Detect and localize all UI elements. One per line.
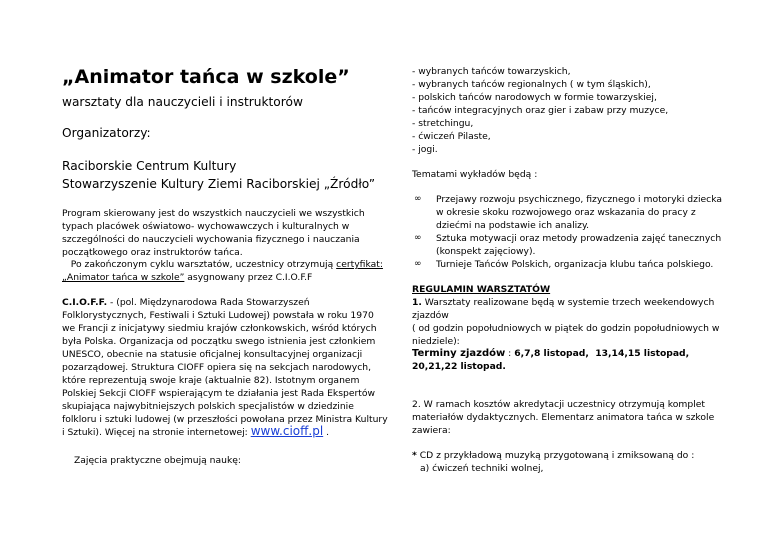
- cioff-text: i Sztuki). Więcej na stronie internetowej:: [62, 427, 251, 438]
- cioff-first-line: [62, 297, 310, 308]
- terms-dates-2: 20,21,22 listopad.: [412, 361, 506, 372]
- program-line: początkowego oraz instruktorów tańca.: [62, 247, 243, 258]
- cioff-line: Polskiej Sekcji CIOFF wspierającym te działania jest Rada Ekspertów: [62, 388, 375, 399]
- lecture-line: Sztuka motywacji oraz metody prowadzenia zajęć tanecznych: [436, 233, 722, 244]
- lecture-line: Przejawy rozwoju psychicznego, fizycznego i motoryki dziecka: [436, 194, 723, 205]
- cioff-line: Folklorystycznych, Festiwali i Sztuki Ludowej) powstała w roku 1970: [62, 310, 374, 321]
- cioff-line: we Francji z inicjatywy siedmiu krajów członkowskich, wśród których: [62, 323, 377, 334]
- cd-item: a) ćwiczeń techniki wolnej,: [420, 463, 544, 474]
- lecture-line: w okresie skoku rozwojowego oraz wskazania do pracy z: [436, 207, 696, 218]
- practical-label: Zajęcia praktyczne obejmują naukę:: [74, 455, 242, 466]
- cioff-label: C.I.O.F.F.: [62, 297, 108, 308]
- dance-item: - ćwiczeń Pilaste,: [412, 131, 491, 142]
- program-line: typach placówek oświatowo- wychowawczych i kulturalnych w: [62, 221, 350, 232]
- regulation-1-line: zjazdów: [412, 310, 449, 321]
- lecture-line: dziećmi na podstawie ich analizy.: [436, 220, 590, 231]
- certificate-line-2: [62, 272, 312, 283]
- lectures-label: Tematami wykładów będą :: [412, 169, 538, 180]
- organizer-1: Raciborskie Centrum Kultury: [62, 159, 237, 173]
- certificate-label: certyfikat:: [336, 259, 383, 270]
- dance-item: - wybranych tańców towarzyskich,: [412, 66, 571, 77]
- regulation-1-line: ( od godzin popołudniowych w piątek do godzin popołudniowych w: [412, 323, 720, 334]
- cioff-line: pozarządowej. Struktura CIOFF opiera się na sekcjach narodowych,: [62, 362, 372, 373]
- program-line: Program skierowany jest do wszystkich nauczycieli we wszystkich: [62, 208, 365, 219]
- infinity-bullet-icon: ∞: [414, 259, 422, 269]
- cioff-line: była Polska. Organizacja od początku swego istnienia jest członkiem: [62, 336, 376, 347]
- regulation-text: Warsztaty realizowane będą w systemie trzech weekendowych: [421, 297, 715, 308]
- infinity-bullet-icon: ∞: [414, 233, 422, 243]
- terms-dates: 6,7,8 listopad, 13,14,15 listopad,: [514, 348, 690, 359]
- cioff-line: skupiająca najwybitniejszych polskich specjalistów w dziedzinie: [62, 401, 354, 412]
- regulation-2-line: zawiera:: [412, 425, 451, 436]
- regulation-2-line: materiałów dydaktycznych. Elementarz animatora tańca w szkole: [412, 412, 715, 423]
- cioff-line: UNESCO, obecnie na statusie oficjalnej konsultacyjnej organizacji: [62, 349, 363, 360]
- page-subtitle: warsztaty dla nauczycieli i instruktorów: [62, 95, 303, 109]
- cioff-text: - (pol. Międzynarodowa Rada Stowarzyszeń: [107, 297, 310, 308]
- terms-separator: :: [505, 348, 515, 359]
- dance-item: - jogi.: [412, 144, 438, 155]
- cd-line: [412, 450, 694, 461]
- regulamin-heading: REGULAMIN WARSZTATÓW: [412, 284, 551, 295]
- regulation-number: 1.: [412, 297, 422, 308]
- lecture-line: (konspekt zajęciowy).: [436, 246, 536, 257]
- certificate-issuer: asygnowany przez C.I.O.F.F: [184, 272, 313, 283]
- cioff-line: które reprezentują swoje kraje (aktualnie 82). Istotnym organem: [62, 375, 360, 386]
- cioff-line: folkloru i sztuki ludowej (w przeszłości powołana przez Ministra Kultury: [62, 414, 388, 425]
- certificate-text: Po zakończonym cyklu warsztatów, uczestnicy otrzymują: [62, 259, 337, 270]
- certificate-line-1: [62, 259, 383, 270]
- cioff-link-line: [62, 426, 329, 438]
- dance-item: - tańców integracyjnych oraz gier i zabaw przy muzyce,: [412, 105, 669, 116]
- regulation-2-line: 2. W ramach kosztów akredytacji uczestnicy otrzymują komplet: [412, 399, 705, 410]
- cd-text: CD z przykładową muzyką przygotowaną i zmiksowaną do :: [416, 450, 695, 461]
- star-bullet-icon: *: [412, 450, 417, 461]
- lecture-line: Turnieje Tańców Polskich, organizacja klubu tańca polskiego.: [436, 259, 714, 270]
- page-title: „Animator tańca w szkole”: [62, 66, 350, 88]
- cioff-website-link[interactable]: www.cioff.pl: [250, 424, 324, 438]
- terms-label: Terminy zjazdów: [412, 348, 506, 359]
- infinity-bullet-icon: ∞: [414, 194, 422, 204]
- cioff-text-end: .: [323, 427, 330, 438]
- dance-item: - wybranych tańców regionalnych ( w tym śląskich),: [412, 79, 651, 90]
- certificate-name: „Animator tańca w szkole”: [62, 272, 185, 283]
- organizer-2: Stowarzyszenie Kultury Ziemi Raciborskiej „Źródło”: [62, 177, 376, 191]
- program-line: szczególności do nauczycieli wychowania fizycznego i nauczania: [62, 234, 360, 245]
- dance-item: - stretchingu,: [412, 118, 474, 129]
- terms-line: [412, 348, 689, 359]
- regulation-1-line: niedziele):: [412, 336, 460, 347]
- organizers-label: Organizatorzy:: [62, 126, 151, 140]
- dance-item: - polskich tańców narodowych w formie towarzyskiej,: [412, 92, 657, 103]
- regulation-1-line: [412, 297, 714, 308]
